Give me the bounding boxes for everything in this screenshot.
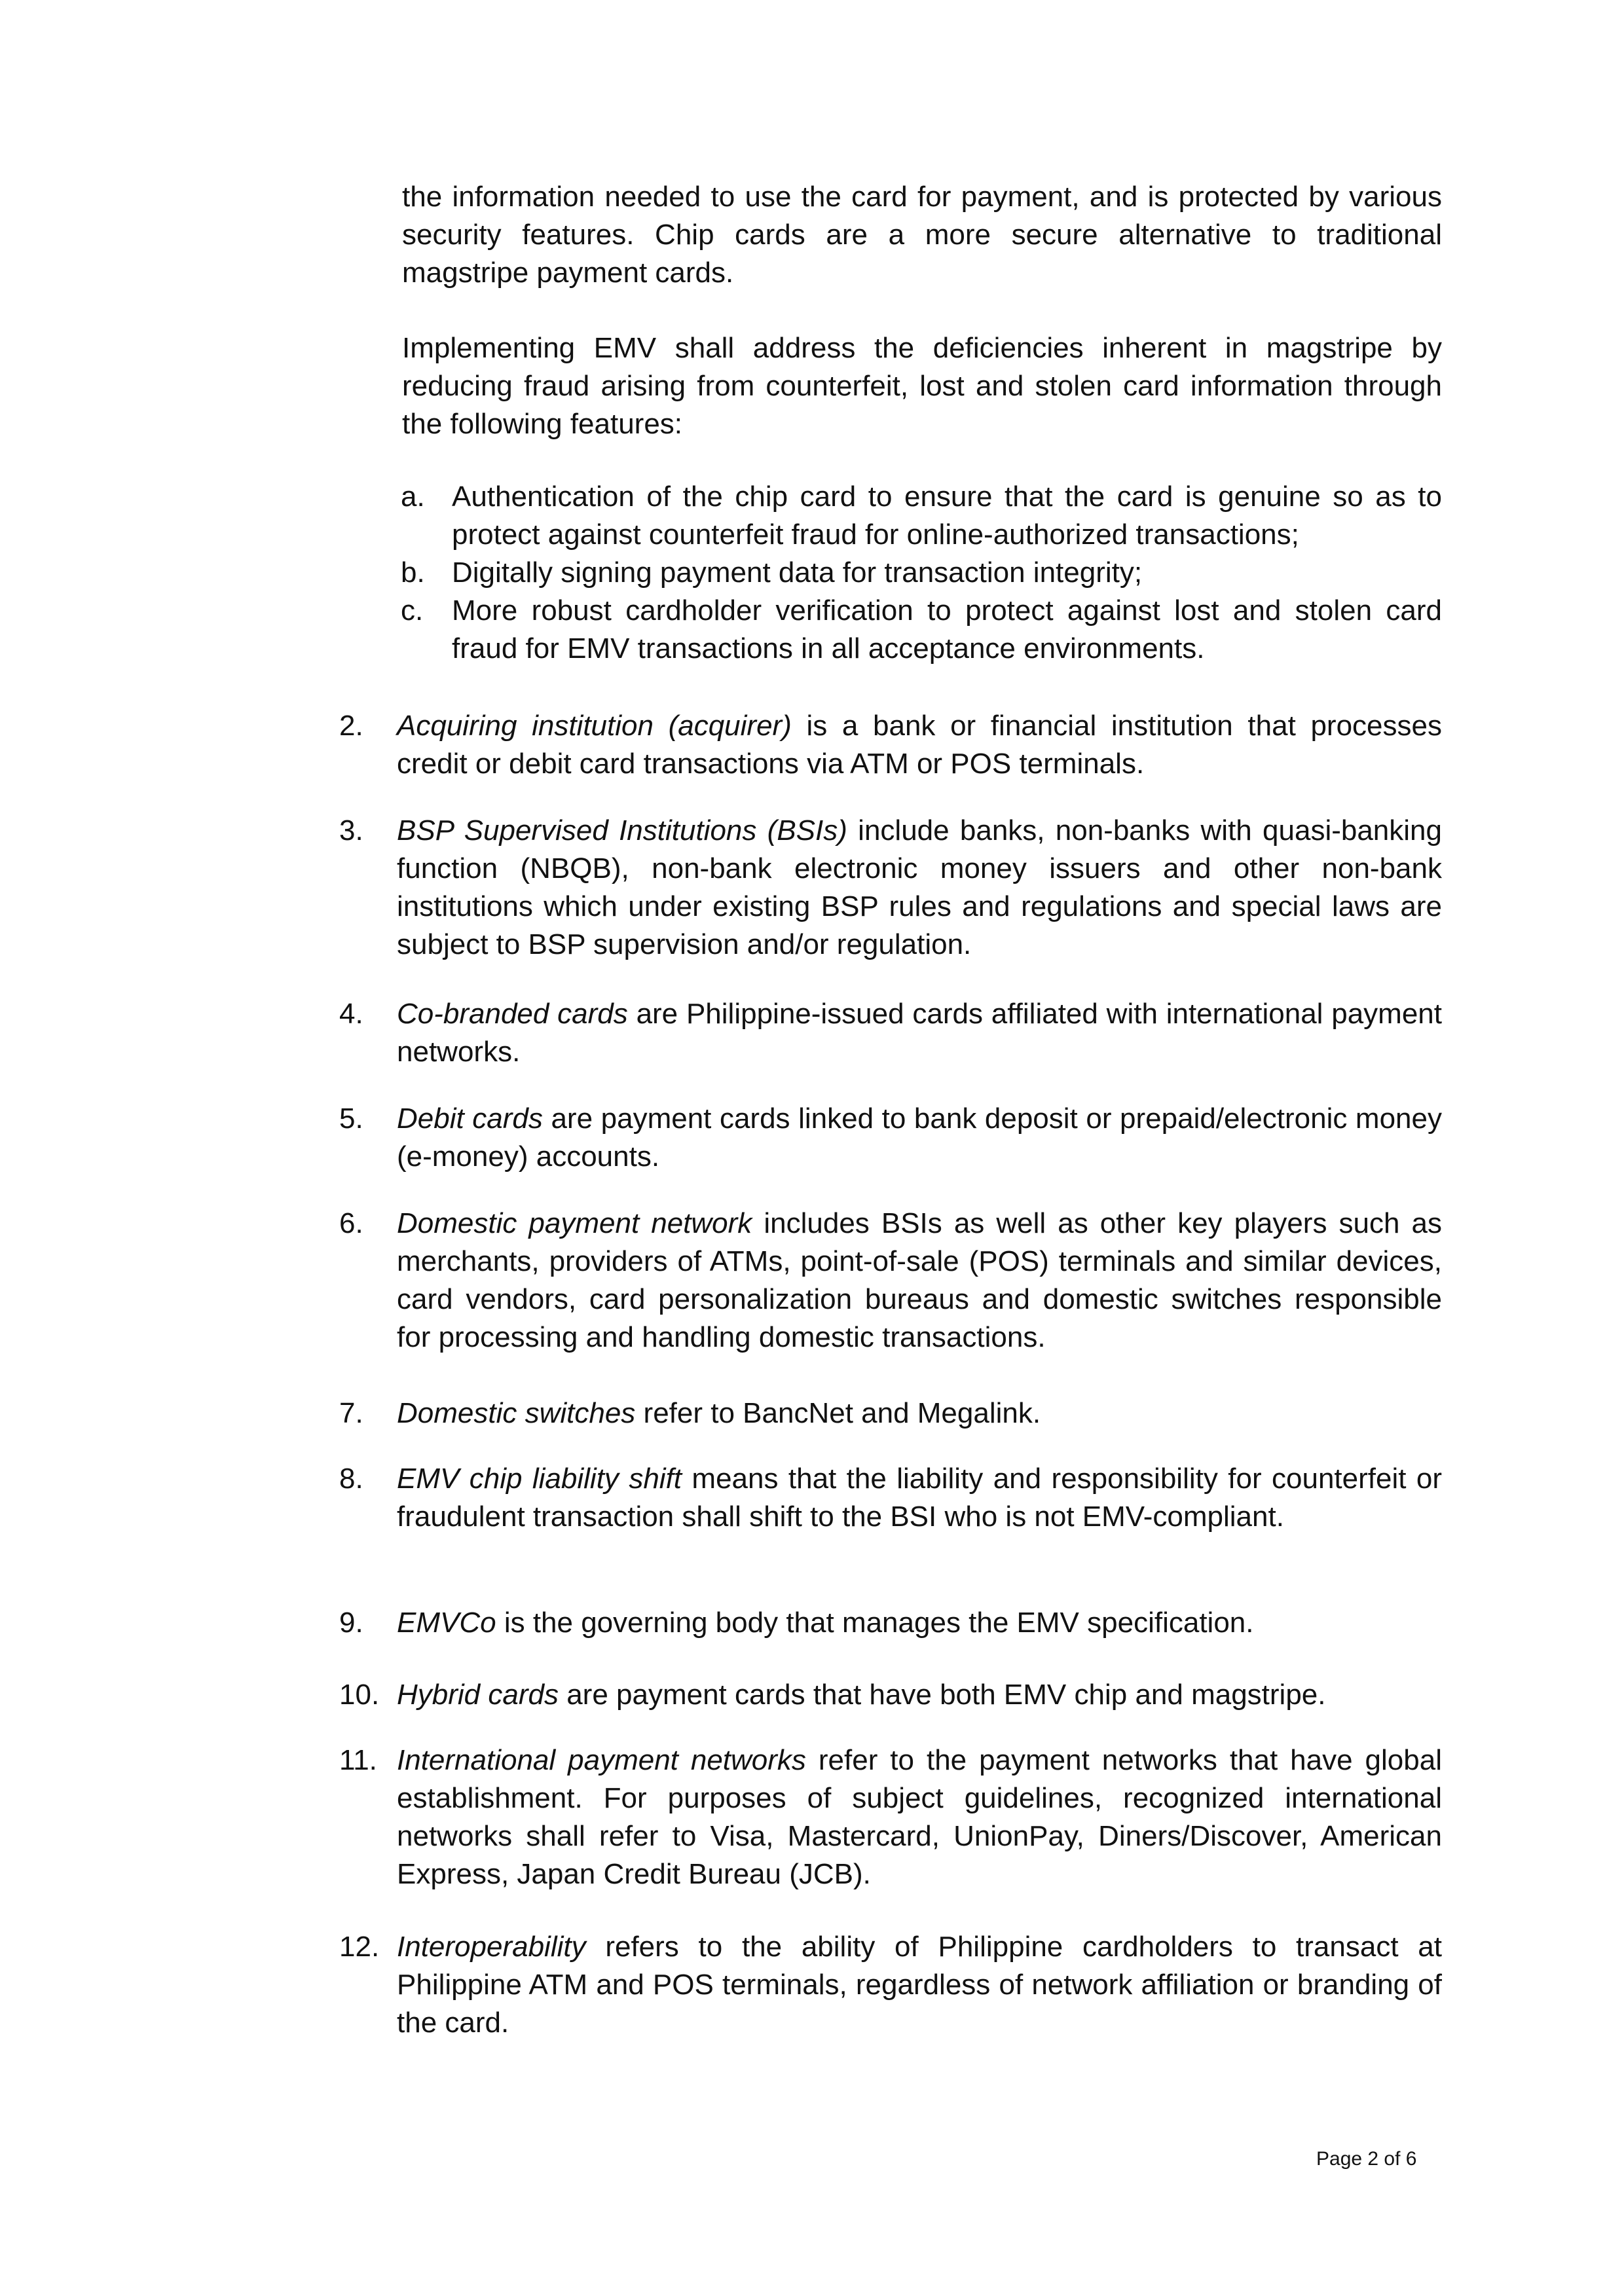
feature-letter: c. <box>401 594 424 627</box>
definition-number: 8. <box>339 1463 363 1495</box>
definition-body <box>397 1205 1442 1357</box>
definition-text: refer to the payment networks that have global establishment. For purposes of subject guidelines, recognized international networks shall refer to Visa, Mastercard, UnionPay, Diners/Discover, American Express, Japan Credit Bureau (JCB). <box>397 1744 1442 1890</box>
feature-item-b <box>401 554 1442 592</box>
definition-term: Domestic payment network <box>397 1207 752 1239</box>
definition-body <box>397 707 1442 783</box>
definition-item-2 <box>339 707 1442 783</box>
definition-number: 2. <box>339 710 363 742</box>
definition-item-7 <box>339 1394 1442 1432</box>
feature-item-a <box>401 478 1442 554</box>
definition-text: include banks, non-banks with quasi-banking function (NBQB), non-bank electronic money issuers and other non-bank institutions which under existing BSP rules and regulations and special laws are subject to BSP supervision and/or regulation. <box>397 814 1442 960</box>
definition-item-5 <box>339 1100 1442 1176</box>
definition-text: includes BSIs as well as other key players such as merchants, providers of ATMs, point-of-sale (POS) terminals and similar devices, card vendors, card personalization bureaus and domestic switches responsible for processing and handling domestic transactions. <box>397 1207 1442 1353</box>
definition-item-3 <box>339 812 1442 964</box>
definition-body <box>397 1460 1442 1536</box>
definition-text: is the governing body that manages the EMV specification. <box>496 1607 1254 1639</box>
emv-features-list <box>401 478 1442 668</box>
definition-number: 3. <box>339 814 363 847</box>
definition-text: refers to the ability of Philippine cardholders to transact at Philippine ATM and POS terminals, regardless of network affiliation or branding of the card. <box>397 1931 1442 2039</box>
feature-letter: a. <box>401 481 425 513</box>
definition-number: 10. <box>339 1679 380 1711</box>
definition-term: International payment networks <box>397 1744 806 1776</box>
definition-term: BSP Supervised Institutions (BSIs) <box>397 814 847 847</box>
definition-body <box>397 1928 1442 2042</box>
definition-item-8 <box>339 1460 1442 1536</box>
definition-term: Co-branded cards <box>397 998 628 1030</box>
definition-number: 6. <box>339 1207 363 1239</box>
definition-text: are Philippine-issued cards affiliated with international payment networks. <box>397 998 1442 1068</box>
definition-item-6 <box>339 1205 1442 1357</box>
definition-number: 7. <box>339 1397 363 1429</box>
definition-term: EMVCo <box>397 1607 496 1639</box>
definition-term: Domestic switches <box>397 1397 636 1429</box>
definition-item-9 <box>339 1604 1442 1642</box>
definition-text: is a bank or financial institution that processes credit or debit card transactions via ATM or POS terminals. <box>397 710 1442 780</box>
intro-paragraph-1: the information needed to use the card for payment, and is protected by various security features. Chip cards are a more secure alternative to traditional magstripe payment cards. <box>402 181 1442 289</box>
definition-term: Interoperability <box>397 1931 586 1963</box>
definition-body <box>397 1604 1442 1642</box>
definition-text: refer to BancNet and Megalink. <box>635 1397 1041 1429</box>
definition-term: EMV chip liability shift <box>397 1463 682 1495</box>
definition-body <box>397 812 1442 964</box>
intro-paragraph-2: Implementing EMV shall address the deficiencies inherent in magstripe by reducing fraud arising from counterfeit, lost and stolen card information through the following features: <box>402 332 1442 440</box>
feature-item-c <box>401 592 1442 668</box>
definition-item-4 <box>339 995 1442 1071</box>
definition-text: are payment cards that have both EMV chip and magstripe. <box>558 1679 1326 1711</box>
page-number: Page 2 of 6 <box>1316 2148 1417 2170</box>
definition-body <box>397 995 1442 1071</box>
feature-letter: b. <box>401 556 425 589</box>
feature-text: Digitally signing payment data for transaction integrity; <box>452 556 1143 589</box>
definition-term: Hybrid cards <box>397 1679 559 1711</box>
definition-item-12 <box>339 1928 1442 2042</box>
definition-number: 12. <box>339 1931 380 1963</box>
feature-text: More robust cardholder verification to protect against lost and stolen card fraud for EMV transactions in all acceptance environments. <box>452 594 1442 665</box>
definition-body <box>397 1100 1442 1176</box>
definition-term: Acquiring institution (acquirer) <box>397 710 792 742</box>
definition-number: 11. <box>339 1744 377 1776</box>
definition-number: 5. <box>339 1102 363 1135</box>
definition-item-11 <box>339 1741 1442 1893</box>
definition-number: 4. <box>339 998 363 1030</box>
definition-text: are payment cards linked to bank deposit or prepaid/electronic money (e-money) accounts. <box>397 1102 1442 1173</box>
definition-item-10 <box>339 1676 1442 1714</box>
definition-number: 9. <box>339 1607 363 1639</box>
definition-body <box>397 1676 1442 1714</box>
definition-term: Debit cards <box>397 1102 543 1135</box>
definition-text: means that the liability and responsibility for counterfeit or fraudulent transaction shall shift to the BSI who is not EMV-compliant. <box>397 1463 1442 1533</box>
definition-body <box>397 1741 1442 1893</box>
definition-body <box>397 1394 1442 1432</box>
feature-text: Authentication of the chip card to ensure that the card is genuine so as to protect against counterfeit fraud for online-authorized transactions; <box>452 481 1442 551</box>
